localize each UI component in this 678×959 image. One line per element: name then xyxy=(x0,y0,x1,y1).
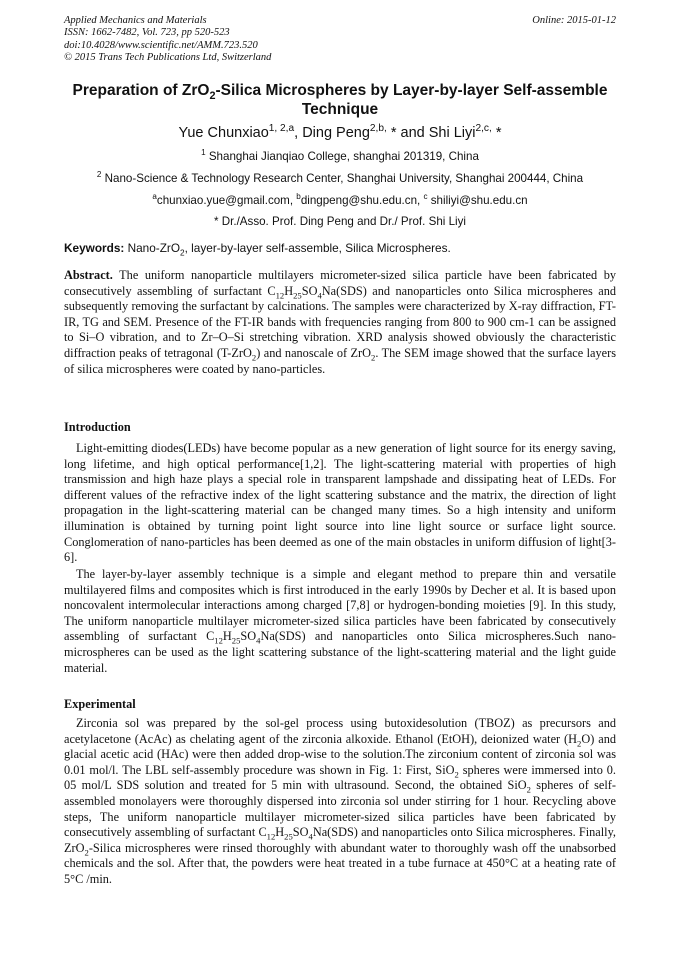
intro-p1-text: Light-emitting diodes(LEDs) have become popular as a new generation of light source for its energy saving, long lifetime, and high optical performance[1,2]. The light-scattering material with properties of high transmission and high haze plays a special role in transparent lampshade and dissipating heat of LEDs. For different values of the refractive index of the light scattering substance and the matrix, the direction of light propagation in the light-scattering material can be changed many times. So a high intensity and uniform illumination is obtained by turning point light source into line light source or surface light source. Conglomeration of nano-particles has been deemed as one of the main obstacles in uniform diffusion of light[3-6]. xyxy=(64,441,616,565)
title-subscript: 2 xyxy=(209,90,216,103)
affiliation-1-sup: 1 xyxy=(201,148,206,158)
abstract xyxy=(64,268,616,377)
exp-sub: 12 xyxy=(266,831,276,842)
title-text: Preparation of ZrO xyxy=(72,82,210,99)
abstract-text: The uniform nanoparticle multilayers micrometer-sized silica particle have been fabricated by consecutively assembling of surfactant C xyxy=(64,268,616,298)
email-c-sup: c xyxy=(423,192,428,202)
author-3-star: * xyxy=(491,125,502,141)
journal-doi: doi:10.4028/www.scientific.net/AMM.723.520 xyxy=(64,39,258,51)
email-a[interactable]: chunxiao.yue@gmail.com, xyxy=(156,194,297,207)
title-text-2: -Silica Microspheres by Layer-by-layer Self-assemble Technique xyxy=(215,82,608,118)
journal-name: Applied Mechanics and Materials xyxy=(64,15,207,26)
intro-p2-sub: 25 xyxy=(231,635,241,646)
abstract-sub: 2 xyxy=(251,352,257,363)
intro-p2-text: The layer-by-layer assembly technique is a simple and elegant method to prepare thin and versatile multilayered films and composites which is first introduced in the early 1990s by Decher et al. It is based upon noncovalent intermolecular interactions among charged [7,8] or hydrogen-bonding moieties [9]. In this study, The uniform nanoparticle multilayer micrometer-sized silica particles have been fabricated by consecutively assembling of surfactant C xyxy=(64,567,616,644)
affiliation-1 xyxy=(40,150,640,164)
intro-p2-text: H xyxy=(222,629,232,644)
affiliation-2-sup: 2 xyxy=(96,170,102,180)
author-3-sup: 2,c, xyxy=(475,123,492,135)
abstract-sub: 4 xyxy=(317,290,322,301)
exp-sub: 2 xyxy=(84,847,89,858)
intro-p2-sub: 4 xyxy=(256,635,261,646)
exp-text: spheres of self-assembled monolayers were thoroughly dispersed into zirconia sol under stirring for 1 hour. Recycling above steps, The uniform nanoparticle multilayer micrometer-sized silica particles have been fabricated by consecutively assembling of surfactant C xyxy=(64,778,616,840)
exp-text: -Silica microspheres were rinsed thoroughly with abundant water to thoroughly wash off the unabsorbed chemicals and the sol. After that, the powders were heat treated in a tube furnace at 450°C at a heating rate of 5°C /min. xyxy=(64,840,616,886)
journal-copyright: © 2015 Trans Tech Publications Ltd, Switzerland xyxy=(64,52,272,64)
affiliation-1-text: Shanghai Jianqiao College, shanghai 201319, China xyxy=(205,150,479,163)
email-c[interactable]: shiliyi@shu.edu.cn xyxy=(427,194,528,207)
exp-text: Zirconia sol was prepared by the sol-gel process using butoxidesolution (TBOZ) as precursors and acetylacetone (AcAc) as chelating agent of the zirconia alkoxide. Ethanol (EtOH), deionized water (H xyxy=(64,716,616,746)
keywords-label: Keywords: xyxy=(64,241,125,255)
intro-p2-text: SO xyxy=(240,629,257,644)
email-line xyxy=(40,194,640,208)
author-1: Yue Chunxiao xyxy=(178,125,269,141)
author-2: , Ding Peng xyxy=(294,125,370,141)
abstract-sub: 25 xyxy=(293,290,302,301)
paper-title xyxy=(52,81,628,119)
exp-sub: 2 xyxy=(526,784,531,795)
abstract-sub: 2 xyxy=(371,352,376,363)
abstract-text: Na(SDS) and nanoparticles onto Silica microspheres and subsequently removing the surfactant by calcinations. The samples were characterized by X-ray diffraction, FT-IR, TG and SEM. Presence of the FT-IR bands with frequencies ranging from 800 to 900 cm-1 can be assigned to Si–O vibration, and to Zr–O–Si stretching vibration. XRD analysis showed obviously the characteristic diffraction peaks of tetragonal (T-ZrO xyxy=(64,283,616,360)
exp-sub: 2 xyxy=(454,769,459,780)
experimental-heading: Experimental xyxy=(64,697,136,711)
exp-text: SO xyxy=(292,825,309,840)
experimental-paragraph xyxy=(64,716,616,888)
author-1-sup: 1, 2,a xyxy=(268,123,295,135)
email-b-sup: b xyxy=(296,192,301,202)
introduction-heading: Introduction xyxy=(64,420,131,434)
abstract-text: . The SEM image showed that the surface layers of silica microspheres were coated by nano-particles. xyxy=(64,345,617,376)
corresponding-authors: * Dr./Asso. Prof. Ding Peng and Dr./ Prof. Shi Liyi xyxy=(214,215,466,228)
keywords-sub: 2 xyxy=(180,248,185,258)
author-list xyxy=(40,124,640,142)
journal-header xyxy=(64,15,616,65)
affiliation-2 xyxy=(40,172,640,186)
abstract-text: SO xyxy=(301,283,318,298)
exp-text: spheres were immersed into 0. 05 mol/L SDS solution and treated for 5 min with ultrasound. Second, the obtained SiO xyxy=(64,762,616,793)
keywords-text: Nano-ZrO xyxy=(124,241,181,255)
author-3: * and Shi Liyi xyxy=(386,125,476,141)
intro-p2-text: Na(SDS) and nanoparticles onto Silica microspheres.Such nano-microspheres can be used as the light scattering substance of the light-scattering material and the light guide material. xyxy=(64,629,617,675)
journal-issn: ISSN: 1662-7482, Vol. 723, pp 520-523 xyxy=(64,27,230,39)
exp-sub: 2 xyxy=(577,738,582,749)
email-b[interactable]: dingpeng@shu.edu.cn, xyxy=(300,194,424,207)
abstract-sub: 12 xyxy=(275,290,285,301)
abstract-text: H xyxy=(284,283,294,298)
introduction-paragraph-2 xyxy=(64,567,616,676)
introduction-paragraph-1 xyxy=(64,441,616,566)
exp-text: O) and glacial acetic acid (HAc) were then added drop-wise to the solution.The zirconium content of zirconia sol was 0.01 mol/l. The LBL self-assembly procedure was shown in Fig. 1: First, SiO xyxy=(64,731,616,777)
keywords-text-2: , layer-by-layer self-assemble, Silica Microspheres. xyxy=(184,241,451,255)
affiliation-2-text: Nano-Science & Technology Research Center, Shanghai University, Shanghai 200444, China xyxy=(101,172,584,185)
keywords xyxy=(64,241,616,258)
abstract-text: ) and nanoscale of ZrO xyxy=(256,345,372,360)
exp-sub: 25 xyxy=(284,831,293,842)
exp-text: H xyxy=(275,825,285,840)
intro-p2-sub: 12 xyxy=(214,635,223,646)
exp-text: Na(SDS) and nanoparticles onto Silica microspheres. Finally, ZrO xyxy=(64,825,616,855)
author-2-sup: 2,b, xyxy=(369,123,387,135)
email-a-sup: a xyxy=(152,192,157,202)
online-date: Online: 2015-01-12 xyxy=(532,15,616,26)
abstract-label: Abstract. xyxy=(64,268,113,282)
exp-sub: 4 xyxy=(308,831,313,842)
